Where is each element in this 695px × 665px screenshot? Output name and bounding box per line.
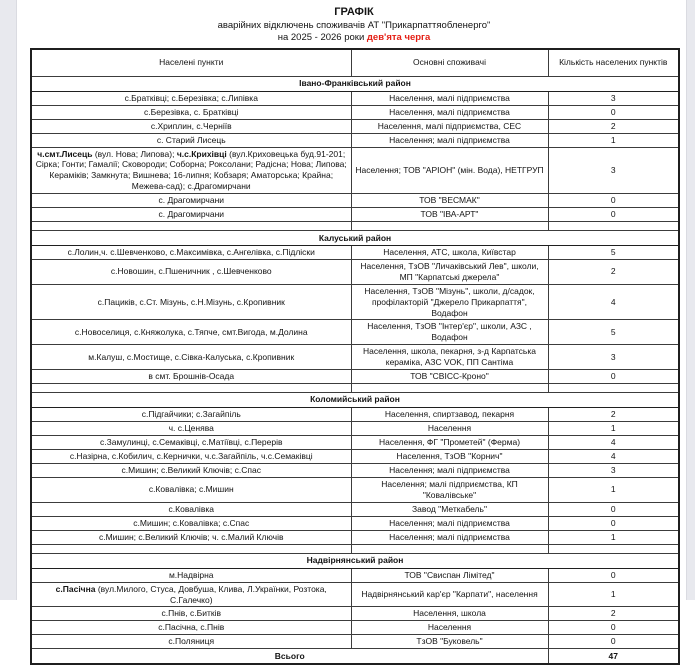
settlements-cell: ч. с.Ценява xyxy=(31,421,351,435)
spacer-cell xyxy=(548,383,679,392)
settlements-cell: с.Ковалівка xyxy=(31,502,351,516)
section-title: Коломийський район xyxy=(31,392,679,407)
outage-schedule-table xyxy=(30,48,680,665)
settlements-cell: с.Братківці; с.Березівка; с.Липівка xyxy=(31,91,351,105)
settlements-cell: ч.смт.Лисець (вул. Нова; Липова); ч.с.Крихівці (вул.Криховецька буд.91-201; Сірка; Гонти; Гамалії; Сковороди; Соборна; Роксолани; Радісна; Нова; Липова; Кераміків; Замкнута; Вишнева; 16-липня; Кобзаря; Аматорська; Крайна; Межева-сад); с.Драгомирчани xyxy=(31,147,351,194)
count-cell: 1 xyxy=(548,421,679,435)
count-cell: 5 xyxy=(548,246,679,260)
table-row xyxy=(31,105,679,119)
settlements-cell: с.Поляниця xyxy=(31,635,351,649)
consumers-cell: Населення; малі підприємства xyxy=(351,133,548,147)
consumers-cell: Населення, школа, пекарня, з-д Карпатська кераміка, АЗС VOK, ПП Сантіма xyxy=(351,345,548,370)
consumers-cell: Населення; ТОВ "АРІОН" (мін. Вода), НЕТГРУП xyxy=(351,147,548,194)
table-row xyxy=(31,284,679,320)
section-header-row xyxy=(31,392,679,407)
consumers-cell: Населення, ТзОВ "Корнич" xyxy=(351,449,548,463)
table-row xyxy=(31,91,679,105)
count-cell: 5 xyxy=(548,320,679,345)
count-cell: 0 xyxy=(548,369,679,383)
settlements-cell: с.Новоселиця, с.Княжолука, с.Тяпче, смт.Вигода, м.Долина xyxy=(31,320,351,345)
table-row xyxy=(31,133,679,147)
consumers-cell: Населення; малі підприємства, КП "Ковалівське" xyxy=(351,477,548,502)
consumers-cell: ТОВ "ВЕСМАК" xyxy=(351,194,548,208)
spacer-cell xyxy=(351,222,548,231)
section-header-row xyxy=(31,231,679,246)
consumers-cell: Населення xyxy=(351,421,548,435)
settlements-cell: с.Мишин; с.Великий Ключів; ч. с.Малий Ключів xyxy=(31,530,351,544)
count-cell: 3 xyxy=(548,463,679,477)
page-margin-left xyxy=(0,0,17,600)
settlements-cell: м.Калуш, с.Мостище, с.Сівка-Калуська, с.Кропивник xyxy=(31,345,351,370)
consumers-cell: Завод "Меткабель" xyxy=(351,502,548,516)
table-row xyxy=(31,463,679,477)
spacer-cell xyxy=(351,383,548,392)
settlements-cell: с.Ковалівка; с.Мишин xyxy=(31,477,351,502)
count-cell: 3 xyxy=(548,345,679,370)
count-cell: 0 xyxy=(548,502,679,516)
table-row xyxy=(31,477,679,502)
table-row xyxy=(31,260,679,285)
count-cell: 1 xyxy=(548,477,679,502)
consumers-cell: Надвірнянський кар'єр "Карпати", населення xyxy=(351,582,548,607)
spacer-cell xyxy=(31,222,351,231)
spacer-cell xyxy=(548,222,679,231)
settlements-cell: с.Пасічна, с.Пнів xyxy=(31,621,351,635)
table-row xyxy=(31,516,679,530)
document-title-block xyxy=(30,6,678,44)
settlements-cell: с. Драгомирчани xyxy=(31,194,351,208)
spacer-cell xyxy=(31,544,351,553)
document-period-line xyxy=(30,32,678,44)
count-cell: 0 xyxy=(548,568,679,582)
settlements-cell: с.Пасічна (вул.Милого, Стуса, Довбуша, Клива, Л.Українки, Розтока, С.Галечко) xyxy=(31,582,351,607)
section-header-row xyxy=(31,553,679,568)
settlements-cell: м.Надвірна xyxy=(31,568,351,582)
spacer-cell xyxy=(31,383,351,392)
column-header-consumers: Основні споживачі xyxy=(351,49,548,77)
count-cell: 0 xyxy=(548,621,679,635)
table-row xyxy=(31,119,679,133)
count-cell: 0 xyxy=(548,516,679,530)
spacer-row xyxy=(31,383,679,392)
table-row xyxy=(31,194,679,208)
table-row xyxy=(31,568,679,582)
document xyxy=(30,6,678,665)
document-title: ГРАФІК xyxy=(30,6,678,20)
consumers-cell: Населення, малі підприємства xyxy=(351,91,548,105)
settlements-cell: с. Старий Лисець xyxy=(31,133,351,147)
table-body xyxy=(31,76,679,664)
consumers-cell: Населення, спиртзавод, пекарня xyxy=(351,407,548,421)
consumers-cell: Населення, ТзОВ "Мізунь", школи, д/садок, профілакторій "Джерело Прикарпаття", Водафон xyxy=(351,284,548,320)
count-cell: 2 xyxy=(548,119,679,133)
section-title: Калуський район xyxy=(31,231,679,246)
consumers-cell: ТзОВ "Буковель" xyxy=(351,635,548,649)
count-cell: 0 xyxy=(548,208,679,222)
header-row xyxy=(31,49,679,77)
table-row xyxy=(31,147,679,194)
table-row xyxy=(31,246,679,260)
spacer-cell xyxy=(548,544,679,553)
consumers-cell: Населення, школа xyxy=(351,607,548,621)
settlements-cell: с.Лолин,ч. с.Шевченково, с.Максимівка, с.Ангелівка, с.Підліски xyxy=(31,246,351,260)
table-row xyxy=(31,345,679,370)
count-cell: 0 xyxy=(548,105,679,119)
spacer-row xyxy=(31,222,679,231)
count-cell: 2 xyxy=(548,260,679,285)
count-cell: 0 xyxy=(548,194,679,208)
section-title: Івано-Франківський район xyxy=(31,76,679,91)
title-highlight: дев'ята черга xyxy=(367,32,430,43)
table-row xyxy=(31,421,679,435)
total-label: Всього xyxy=(31,649,548,665)
table-row xyxy=(31,435,679,449)
count-cell: 1 xyxy=(548,530,679,544)
table-row xyxy=(31,407,679,421)
table-row xyxy=(31,607,679,621)
settlements-cell: с.Пнів, с.Битків xyxy=(31,607,351,621)
page-margin-right xyxy=(686,0,695,600)
table-row xyxy=(31,208,679,222)
consumers-cell: Населення, малі підприємства xyxy=(351,105,548,119)
count-cell: 4 xyxy=(548,435,679,449)
consumers-cell: Населення xyxy=(351,621,548,635)
settlements-cell: с.Хриплин, с.Черніїв xyxy=(31,119,351,133)
spacer-cell xyxy=(351,544,548,553)
count-cell: 3 xyxy=(548,147,679,194)
column-header-settlements: Населені пункти xyxy=(31,49,351,77)
table-row xyxy=(31,449,679,463)
period-text: на 2025 - 2026 роки xyxy=(278,32,367,43)
consumers-cell: Населення; малі підприємства xyxy=(351,463,548,477)
table-header xyxy=(31,49,679,77)
total-value: 47 xyxy=(548,649,679,665)
count-cell: 1 xyxy=(548,582,679,607)
table-row xyxy=(31,369,679,383)
consumers-cell: ТОВ "ІВА-АРТ" xyxy=(351,208,548,222)
count-cell: 4 xyxy=(548,449,679,463)
consumers-cell: Населення, ТзОВ "Інтер'єр", школи, АЗС , Водафон xyxy=(351,320,548,345)
settlements-cell: с.Новошин, с.Пшеничник , с.Шевченково xyxy=(31,260,351,285)
table-row xyxy=(31,320,679,345)
table-row xyxy=(31,530,679,544)
consumers-cell: ТОВ "Свиспан Лімітед" xyxy=(351,568,548,582)
settlements-cell: с.Замулинці, с.Семаківці, с.Матіївці, с.Перерів xyxy=(31,435,351,449)
count-cell: 1 xyxy=(548,133,679,147)
document-subtitle: аварійних відключень споживачів АТ "Прикарпаттяобленерго" xyxy=(30,20,678,32)
consumers-cell: Населення, АТС, школа, Київстар xyxy=(351,246,548,260)
column-header-count: Кількість населених пунктів xyxy=(548,49,679,77)
settlements-cell: в смт. Брошнів-Осада xyxy=(31,369,351,383)
consumers-cell: ТОВ "СВІСС-Кроно" xyxy=(351,369,548,383)
spacer-row xyxy=(31,544,679,553)
table-row xyxy=(31,502,679,516)
consumers-cell: Населення; малі підприємства xyxy=(351,530,548,544)
table-row xyxy=(31,621,679,635)
settlements-cell: с.Назірна, с.Кобилич, с.Кернички, ч.с.Загайпіль, ч.с.Семаківці xyxy=(31,449,351,463)
count-cell: 4 xyxy=(548,284,679,320)
settlements-cell: с.Мишин; с.Великий Ключів; с.Спас xyxy=(31,463,351,477)
settlements-cell: с.Березівка, с. Братківці xyxy=(31,105,351,119)
consumers-cell: Населення, ТзОВ "Личаківський Лев", школи, МП "Карпатські джерела" xyxy=(351,260,548,285)
settlements-cell: с.Пациків, с.Ст. Мізунь, с.Н.Мізунь, с.Кропивник xyxy=(31,284,351,320)
footer-row xyxy=(31,649,679,665)
settlements-cell: с.Мишин; с.Ковалівка; с.Спас xyxy=(31,516,351,530)
settlements-cell: с. Драгомирчани xyxy=(31,208,351,222)
section-header-row xyxy=(31,76,679,91)
section-title: Надвірнянський район xyxy=(31,553,679,568)
count-cell: 3 xyxy=(548,91,679,105)
count-cell: 2 xyxy=(548,407,679,421)
consumers-cell: Населення, малі підприємства, СЕС xyxy=(351,119,548,133)
consumers-cell: Населення; малі підприємства xyxy=(351,516,548,530)
count-cell: 0 xyxy=(548,635,679,649)
table-row xyxy=(31,582,679,607)
settlements-cell: с.Підгайчики; с.Загайпіль xyxy=(31,407,351,421)
table-row xyxy=(31,635,679,649)
count-cell: 2 xyxy=(548,607,679,621)
consumers-cell: Населення, ФГ "Прометей" (Ферма) xyxy=(351,435,548,449)
